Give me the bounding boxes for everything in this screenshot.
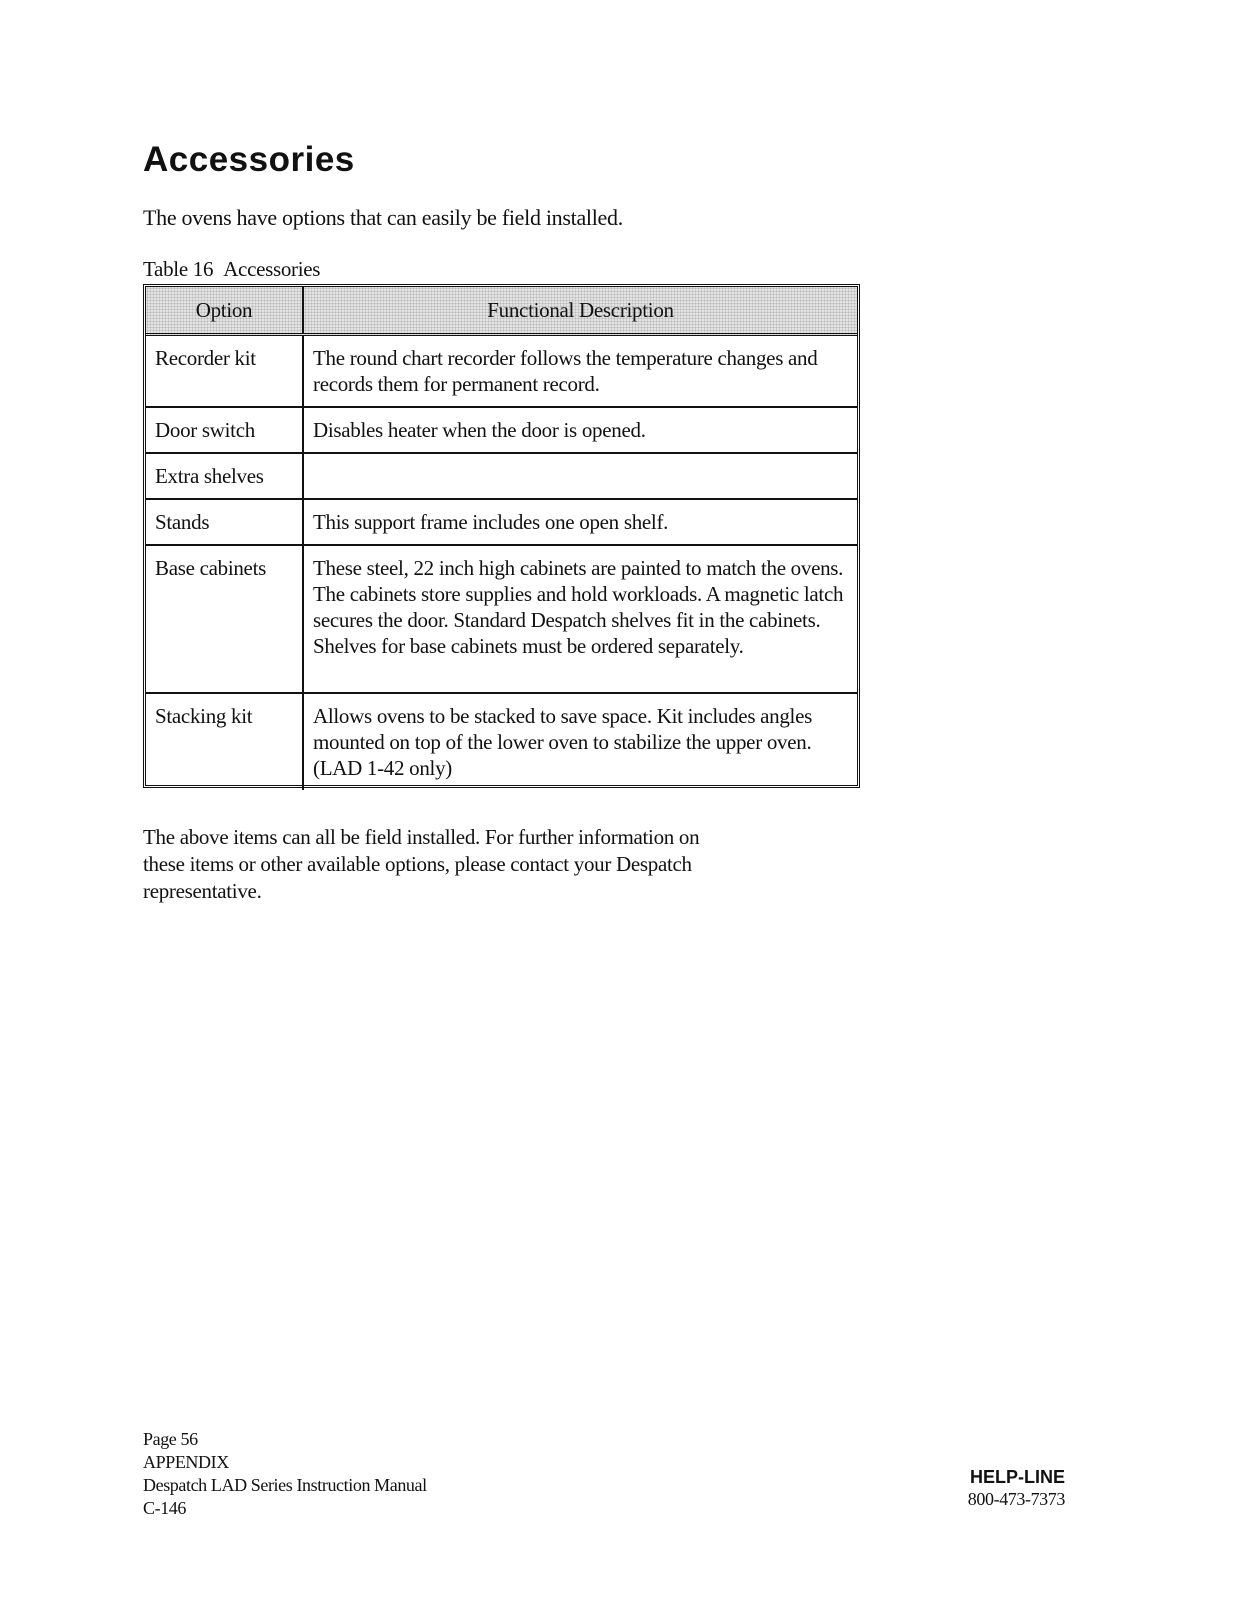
- table-row: [146, 335, 857, 408]
- table-caption-number: Table 16: [143, 257, 214, 281]
- option-cell: Recorder kit: [146, 335, 303, 408]
- description-cell: Disables heater when the door is opened.: [303, 407, 857, 453]
- header-option: Option: [146, 287, 303, 335]
- table-caption-title: Accessories: [223, 257, 321, 281]
- description-cell: This support frame includes one open shelf.: [303, 499, 857, 545]
- description-cell: [303, 453, 857, 499]
- description-cell: Allows ovens to be stacked to save space. Kit includes angles mounted on top of the lower oven to stabilize the upper oven. (LAD 1-42 only): [303, 693, 857, 790]
- accessories-table: [146, 287, 857, 790]
- description-cell: These steel, 22 inch high cabinets are painted to match the ovens. The cabinets store supplies and hold workloads. A magnetic latch secures the door. Standard Despatch shelves fit in the cabinets. Shelves for base cabinets must be ordered separately.: [303, 545, 857, 693]
- option-cell: Door switch: [146, 407, 303, 453]
- accessories-table-frame: [143, 284, 860, 788]
- helpline-phone: 800-473-7373: [967, 1489, 1065, 1509]
- table-header-row: [146, 287, 857, 335]
- option-cell: Extra shelves: [146, 453, 303, 499]
- page-heading: Accessories: [143, 140, 355, 179]
- intro-paragraph: The ovens have options that can easily be field installed.: [143, 205, 623, 230]
- footer-document-code: C-146: [143, 1498, 187, 1518]
- table-caption: [143, 257, 320, 282]
- page-footer: [143, 1428, 427, 1520]
- option-cell: Stands: [146, 499, 303, 545]
- footer-page-number: Page 56: [143, 1429, 198, 1449]
- helpline-block: [968, 1466, 1065, 1510]
- table-row: [146, 499, 857, 545]
- table-row: [146, 545, 857, 693]
- closing-paragraph: The above items can all be field installed. For further information on these items or other available options, please contact your Despatch representative.: [143, 825, 700, 903]
- header-functional-description: Functional Description: [303, 287, 857, 335]
- table-row: [146, 693, 857, 790]
- footer-section: APPENDIX: [143, 1452, 229, 1472]
- table-row: [146, 407, 857, 453]
- option-cell: Stacking kit: [146, 693, 303, 790]
- option-cell: Base cabinets: [146, 545, 303, 693]
- description-cell: The round chart recorder follows the temperature changes and records them for permanent record.: [303, 335, 857, 408]
- footer-manual-title: Despatch LAD Series Instruction Manual: [143, 1475, 427, 1495]
- helpline-title: HELP-LINE: [969, 1467, 1065, 1487]
- table-row: [146, 453, 857, 499]
